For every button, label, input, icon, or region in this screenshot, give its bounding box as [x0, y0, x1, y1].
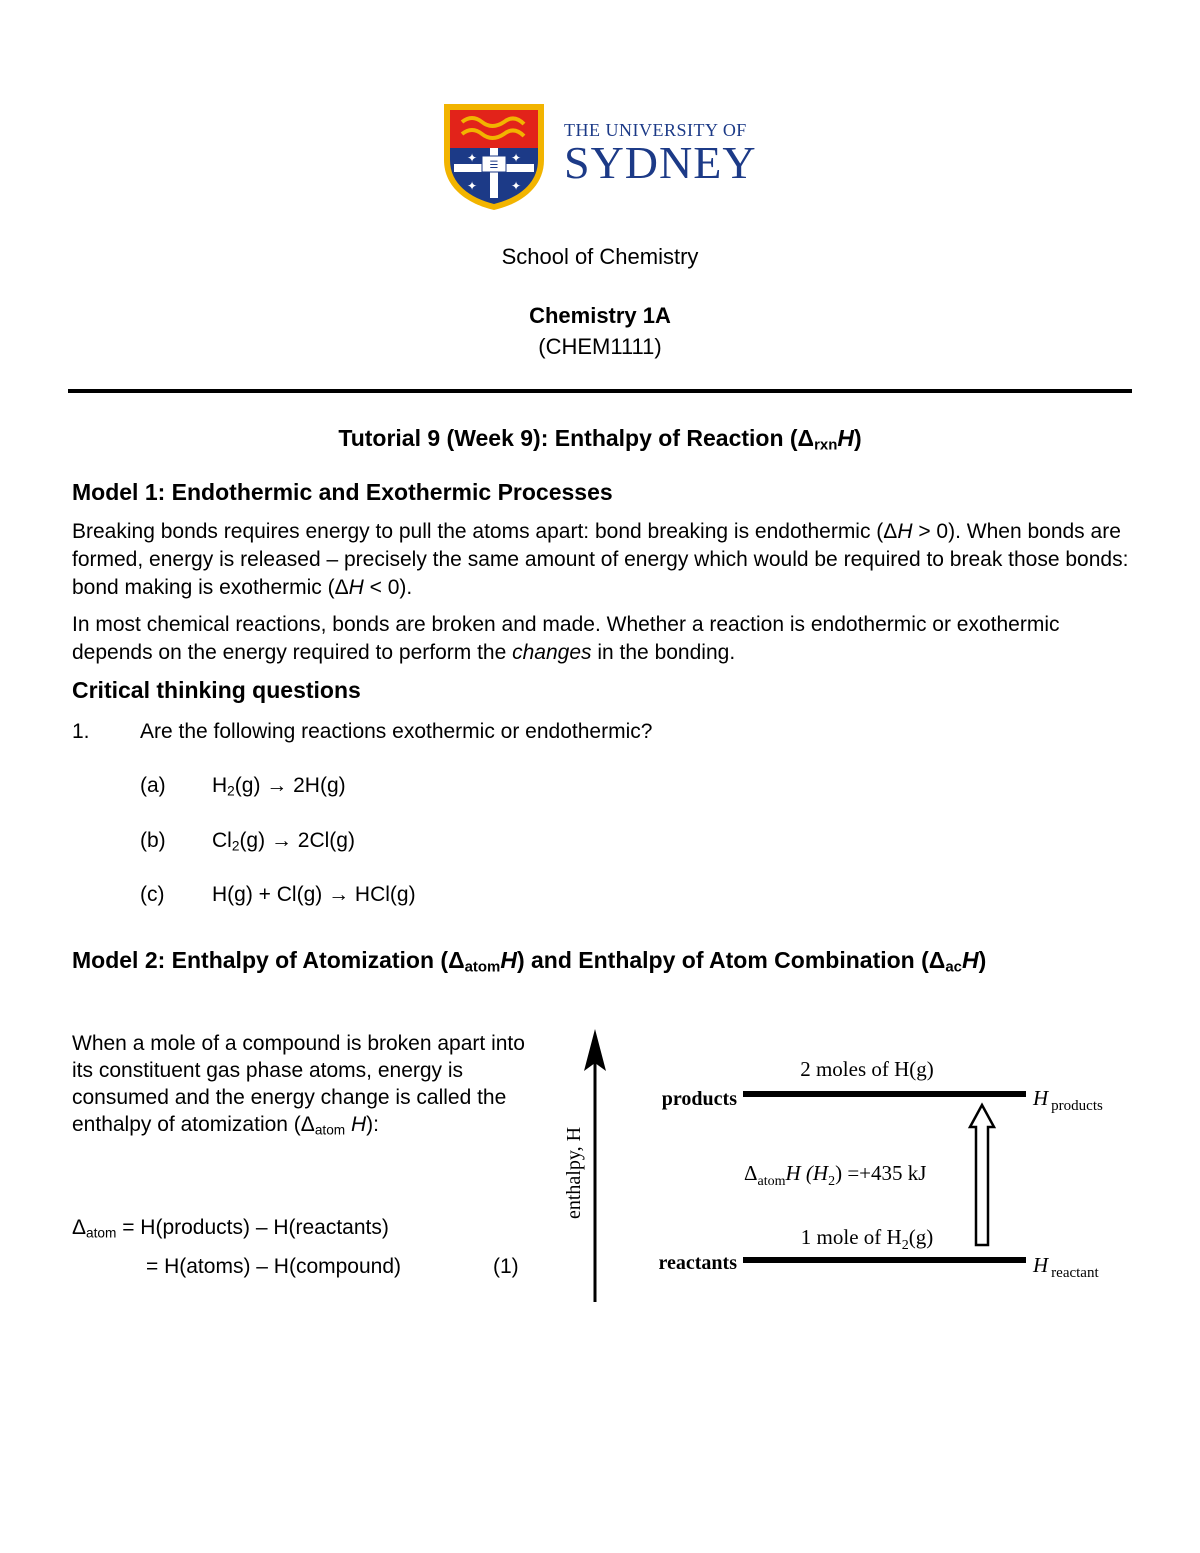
h-products-h: H [1033, 1086, 1049, 1110]
model1-paragraph1 [72, 518, 1137, 602]
model1-heading: Model 1: Endothermic and Exothermic Processes [72, 479, 613, 505]
products-label: products [661, 1088, 737, 1110]
rx-a-pre: H [212, 774, 228, 797]
m2b-a: When a mole of a compound is broken apart into its constituent gas phase atoms, energy is consumed and the energy change is called the enthalpy of atomization (Δ [72, 1032, 525, 1136]
university-crest-icon [440, 100, 548, 212]
svg-text:✦: ✦ [510, 179, 522, 193]
reactants-label: reactants [658, 1252, 737, 1274]
m2b-it: H [345, 1113, 367, 1136]
critical-heading: Critical thinking questions [72, 677, 361, 703]
reactants-level [743, 1257, 1026, 1263]
delta-mid: H (H [785, 1161, 829, 1185]
m2h-a: Model 2: Enthalpy of Atomization (Δ [72, 947, 465, 973]
products-level [743, 1091, 1026, 1097]
item-a-label: (a) [140, 774, 166, 797]
rx-b-sub: 2 [231, 838, 240, 854]
bottom-caption [801, 1225, 933, 1253]
tutorial-title-sub: rxn [814, 436, 838, 454]
tutorial-title [0, 425, 1200, 454]
rx-b-post: (g) → 2Cl(g) [239, 829, 355, 852]
delta-sub2: 2 [828, 1174, 836, 1189]
bottom-caption-sub: 2 [901, 1238, 909, 1253]
m2b-end: ): [366, 1113, 379, 1136]
delta-pre: Δ [744, 1161, 758, 1185]
equation-line2: = H(atoms) – H(compound) [146, 1255, 402, 1278]
tutorial-title-text: Tutorial 9 (Week 9): Enthalpy of Reaction (Δ [338, 425, 815, 451]
equation-number: (1) [493, 1255, 519, 1278]
h-reactant-label [1032, 1253, 1099, 1281]
m1p1-b: H [897, 520, 913, 543]
m1p2-em: changes [512, 641, 592, 664]
course-code: (CHEM1111) [538, 334, 662, 359]
svg-text:☰: ☰ [489, 160, 499, 171]
item-b-reaction [212, 829, 355, 853]
header-rule [68, 389, 1132, 393]
m1p1-e: < 0). [363, 576, 413, 599]
model1-paragraph2 [72, 611, 1137, 667]
m1p2-a: In most chemical reactions, bonds are broken and made. Whether a reaction is endothermic or exothermic depends on the energy required to perform the [72, 613, 1060, 664]
rx-c-pre: H(g) + Cl(g) → HCl(g) [212, 883, 416, 906]
m1p1-c: > 0). When bonds are formed, energy is released – precisely the same amount of energy which would be required to break those bonds: bond making is exothermic (Δ [72, 520, 1129, 599]
equation-line1: $\Delta_{atom}$ = H(products) – H(reactants) [72, 1216, 389, 1241]
rx-a-sub: 2 [227, 783, 235, 799]
delta-post: ) =+435 kJ [835, 1161, 927, 1185]
tutorial-title-close: ) [853, 425, 862, 451]
question-number: 1. [72, 720, 90, 743]
rx-b-pre: Cl [212, 829, 232, 852]
logo-line2: SYDNEY [564, 137, 757, 188]
model2-body [72, 1030, 542, 1143]
delta-sub: atom [757, 1174, 786, 1189]
rx-a-post: (g) → 2H(g) [234, 774, 346, 797]
tutorial-title-h: H [837, 425, 854, 451]
item-c-label: (c) [140, 883, 165, 906]
eq1-sub: atom [86, 1225, 117, 1241]
m2h-b: H [500, 947, 517, 973]
logo-line1: THE UNIVERSITY OF [564, 120, 747, 140]
delta-label [744, 1161, 926, 1189]
item-a-reaction [212, 774, 346, 798]
course-title: Chemistry 1A [529, 303, 671, 328]
eq1-text: = H(products) – H(reactants) [116, 1216, 389, 1239]
m1p1-a: Breaking bonds requires energy to pull the atoms apart: bond breaking is endothermic (Δ [72, 520, 898, 543]
h-products-sub: products [1051, 1098, 1103, 1114]
item-b-label: (b) [140, 829, 166, 852]
atomization-arrow-icon [970, 1105, 994, 1245]
logo-wordmark [564, 120, 757, 186]
m1p2-b: in the bonding. [591, 641, 736, 664]
m2h-d: H [961, 947, 979, 973]
svg-text:✦: ✦ [466, 179, 478, 193]
m2h-sub2: ac [945, 958, 962, 976]
question-text: Are the following reactions exothermic or endothermic? [140, 720, 653, 743]
school-name: School of Chemistry [501, 244, 699, 269]
axis-label: enthalpy, H [563, 1126, 585, 1220]
m2h-e: ) [978, 947, 987, 973]
item-c-reaction [212, 883, 416, 907]
m2h-sub1: atom [464, 958, 501, 976]
m2b-sub: atom [314, 1122, 346, 1138]
m1p1-d: H [348, 576, 364, 599]
bottom-caption-post: (g) [908, 1225, 934, 1249]
h-reactant-h: H [1033, 1253, 1049, 1277]
svg-text:✦: ✦ [510, 151, 522, 165]
svg-text:✦: ✦ [466, 151, 478, 165]
bottom-caption-pre: 1 mole of H [800, 1225, 902, 1249]
enthalpy-diagram [540, 1025, 1140, 1310]
university-logo [440, 100, 760, 212]
model2-heading [72, 947, 986, 976]
h-products-label [1032, 1086, 1103, 1114]
h-reactant-sub: reactant [1051, 1265, 1099, 1281]
top-caption: 2 moles of H(g) [800, 1057, 934, 1081]
m2h-c: ) and Enthalpy of Atom Combination (Δ [516, 947, 946, 973]
